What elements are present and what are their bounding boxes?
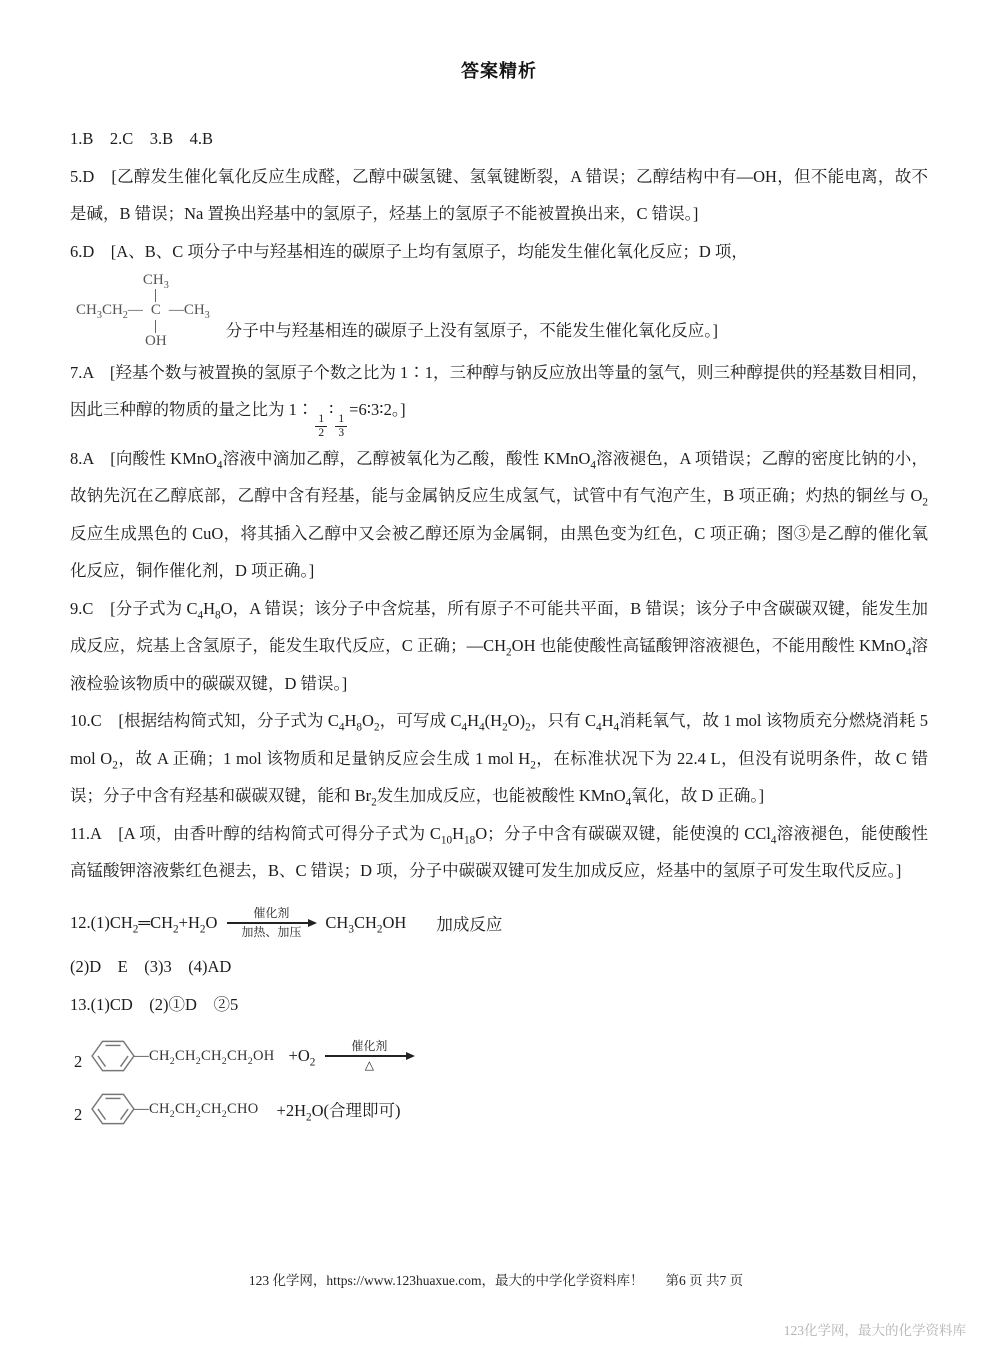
answer-body bbox=[70, 120, 928, 1129]
answers-1-to-4: 1.B 2.C 3.B 4.B bbox=[70, 129, 214, 148]
formula-right-group: $—CH_3$ bbox=[168, 302, 210, 322]
heat-pressure-condition-label: 加热、加压 bbox=[241, 924, 302, 939]
answer-6-intro: 6.D [A、B、C 项分子中与羟基相连的碳原子上均有氢原子，均能发生催化氧化反应；D 项， bbox=[70, 241, 748, 261]
stoichiometric-coefficient: 2 bbox=[74, 1105, 83, 1125]
answer-11: 11.A [A 项，由香叶醇的结构简式可得分子式为 $C_{10}H_{18}O$；分子中含有碳碳双键，能使溴的 CCl$_4$溶液褪色，能使酸性高锰酸钾溶液紫红色褪去，B、C 错误；D 项，分子中碳碳双键可发生加成反应，烃基中的氢原子可发生取代反应。] bbox=[70, 823, 929, 881]
heat-condition-label: △ bbox=[364, 1057, 374, 1072]
formula-center-carbon: C bbox=[150, 302, 161, 319]
water-term: $+2H_2O$(合理即可) bbox=[276, 1101, 401, 1124]
answer-5: 5.D [乙醇发生催化氧化反应生成醛，乙醇中碳氢键、氢氧键断裂，A 错误；乙醇结构中有—OH，但不能电离，故不是碱，B 错误；Na 置换出羟基中的氢原子，烃基上的氢原子不能被置换出来，C 错误。] bbox=[70, 166, 928, 223]
answer-9: 9.C [分子式为 $C_4H_8O$，A 错误；该分子中含烷基，所有原子不可能共平面，B 错误；该分子中含碳碳双键，能发生加成反应，烷基上含氢原子，能发生取代反应，C 正确；$—CH_2OH$ 也能使酸性高锰酸钾溶液褪色，不能用酸性 KMnO$_4$溶液检验该物质中的碳碳双键，D 错误。] bbox=[70, 598, 929, 693]
answer-13-parts: 13.(1)CD (2)①D ②5 bbox=[70, 994, 239, 1014]
page-footer bbox=[0, 1269, 992, 1289]
answer-8: 8.A [向酸性 KMnO$_4$溶液中滴加乙醇，乙醇被氧化为乙酸，酸性 KMnO$_4$溶液褪色，A 项错误；乙醇的密度比钠的小，故钠先沉在乙醇底部，乙醇中含有羟基，能与金属钠反应生成氢气，试管中有气泡产生，B 项正确；灼热的铜丝与 $O_2$反应生成黑色的 CuO，将其插入乙醇中又会被乙醇还原为金属铜，由黑色变为红色，C 项正确；图③是乙醇的催化氧化反应，铜作催化剂，D 项正确。] bbox=[70, 448, 928, 581]
arrow-shaft bbox=[325, 1055, 413, 1057]
formula-hydroxyl-group: OH bbox=[145, 332, 167, 349]
answer-13-equation-line-2 bbox=[70, 1089, 928, 1129]
footer-site-text: 123 化学网，https://www.123huaxue.com，最大的中学化学资料库！ bbox=[248, 1273, 644, 1288]
equation-product: $CH_3CH_2OH$ bbox=[325, 912, 407, 936]
arrow-shaft bbox=[227, 922, 315, 924]
alkyl-alcohol-chain: $—CH_2CH_2CH_2CH_2OH$ bbox=[134, 1047, 275, 1067]
footer-page-number: 第6 页 共7 页 bbox=[665, 1273, 744, 1288]
reaction-arrow bbox=[325, 1039, 413, 1074]
reaction-arrow bbox=[227, 906, 315, 941]
structural-formula-tert-alcohol bbox=[76, 272, 210, 350]
formula-top-group: $CH_3$ bbox=[142, 272, 169, 291]
catalyst-condition-label: 催化剂 bbox=[351, 1038, 388, 1053]
vertical-bond bbox=[155, 289, 156, 302]
benzene-ring-icon bbox=[90, 1036, 136, 1076]
reaction-type-label: 加成反应 bbox=[436, 914, 503, 934]
oxygen-term: $+O_2$ bbox=[288, 1046, 316, 1069]
answer-12-parts: (2)D E (3)3 (4)AD bbox=[70, 957, 232, 977]
answer-12-equation bbox=[70, 906, 928, 941]
answer-7: 7.A [羟基个数与被置换的氢原子个数之比为 1∶1，三种醇与钠反应放出等量的氢气，则三种醇提供的羟基数目相同，因此三种醇的物质的量之比为 1∶ $\frac{1}{2}$ ∶ $\frac{1}{3}$ =6∶3∶2。] bbox=[70, 362, 928, 439]
answer-6-structure-row bbox=[70, 272, 928, 350]
benzene-ring-icon bbox=[90, 1089, 136, 1129]
answer-13-equation-line-1 bbox=[70, 1036, 928, 1076]
equation-reactants: $12.(1)CH_2═CH_2+H_2O$ bbox=[70, 912, 218, 936]
page-title: 答案精析 bbox=[461, 61, 537, 81]
formula-left-group: $CH_3CH_2—$ bbox=[76, 302, 143, 322]
answer-10: 10.C [根据结构简式知，分子式为 $C_4H_8O_2$，可写成 $C_4H_4(H_2O)_2$，只有 $C_4H_4$消耗氧气，故 1 mol 该物质充分燃烧消耗 5 mol $O_2$，故 A 正确；1 mol 该物质和足量钠反应会生成 1 mol $H_2$，在标准状况下为 22.4 L，但没有说明条件，故 C 错误；分子中含有羟基和碳碳双键，能和 $Br_2$发生加成反应，也能被酸性 KMnO$_4$氧化，故 D 正确。] bbox=[70, 711, 928, 809]
watermark-text: 123化学网，最大的化学资料库 bbox=[783, 1323, 966, 1338]
vertical-bond bbox=[155, 320, 156, 333]
answer-6-tail: 分子中与羟基相连的碳原子上没有氢原子，不能发生催化氧化反应。] bbox=[225, 321, 718, 341]
alkyl-aldehyde-chain: $—CH_2CH_2CH_2CHO$ bbox=[134, 1100, 259, 1120]
catalyst-condition-label: 催化剂 bbox=[253, 905, 290, 920]
stoichiometric-coefficient: 2 bbox=[74, 1052, 83, 1072]
